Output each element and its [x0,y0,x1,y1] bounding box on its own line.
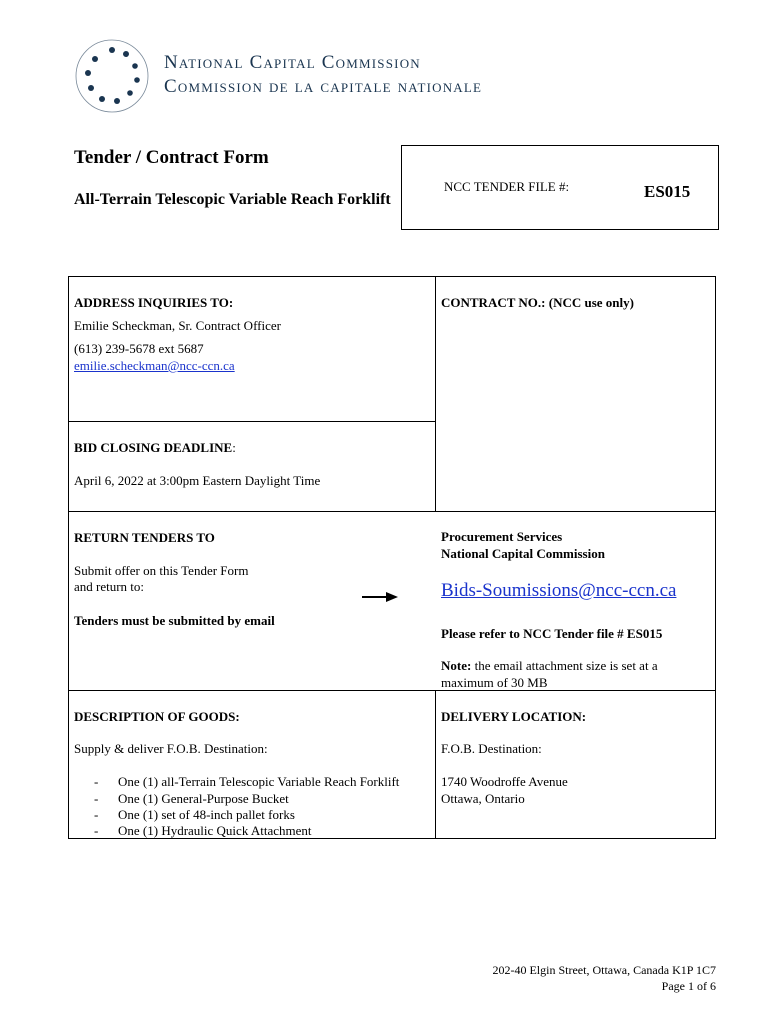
deadline-heading-text: BID CLOSING DEADLINE [74,440,233,455]
inquiries-email-link[interactable]: emilie.scheckman@ncc-ccn.ca [74,358,235,373]
goods-bullet: - [94,774,99,789]
return-email-note: Tenders must be submitted by email [74,613,275,628]
goods-bullet: - [94,807,99,822]
ncc-emblem-icon [72,36,152,116]
return-bottom-border [68,690,716,691]
contract-number-heading: CONTRACT NO.: (NCC use only) [441,295,634,310]
inquiries-phone: (613) 239-5678 ext 5687 [74,341,204,356]
note-text-1: the email attachment size is set at a [471,658,658,673]
goods-heading: DESCRIPTION OF GOODS: [74,709,240,724]
return-instruction-2: and return to: [74,579,145,594]
arrow-right-icon [362,591,398,603]
delivery-address-2: Ottawa, Ontario [441,791,525,806]
table-left-border [68,276,69,839]
table-divider-top [435,276,436,511]
goods-item: One (1) set of 48-inch pallet forks [118,807,295,822]
deadline-colon: : [232,440,236,455]
delivery-address-1: 1740 Woodroffe Avenue [441,774,568,789]
inquiries-contact: Emilie Scheckman, Sr. Contract Officer [74,318,281,333]
return-instruction-1: Submit offer on this Tender Form [74,563,249,578]
goods-supply: Supply & deliver F.O.B. Destination: [74,741,268,756]
organization-name-fr: Commission de la capitale nationale [164,76,483,97]
goods-bullet: - [94,823,99,838]
refer-tender-file: Please refer to NCC Tender file # ES015 [441,626,663,641]
tender-file-label: NCC TENDER FILE #: [444,179,570,194]
attachment-size-note [441,658,658,674]
goods-item: One (1) Hydraulic Quick Attachment [118,823,312,838]
deadline-value: April 6, 2022 at 3:00pm Eastern Daylight Time [74,473,321,488]
footer-page-number: Page 1 of 6 [661,979,716,993]
goods-item: One (1) all-Terrain Telescopic Variable Reach Forklift [118,774,400,789]
note-text-2: maximum of 30 MB [441,675,548,690]
delivery-terms: F.O.B. Destination: [441,741,542,756]
bids-email-link[interactable]: Bids-Soumissions@ncc-ccn.ca [441,580,677,601]
deadline-heading [74,440,236,456]
footer-address: 202-40 Elgin Street, Ottawa, Canada K1P 1C7 [492,963,716,977]
inquiries-bottom-border [68,421,436,422]
note-label: Note: [441,658,472,673]
table-divider-bottom [435,690,436,838]
inquiries-heading: ADDRESS INQUIRIES TO: [74,295,234,310]
form-subtitle: All-Terrain Telescopic Variable Reach Forklift [74,191,391,208]
form-title: Tender / Contract Form [74,147,269,168]
table-right-border [715,276,716,839]
tender-file-number: ES015 [644,182,691,201]
goods-bullet: - [94,791,99,806]
delivery-heading: DELIVERY LOCATION: [441,709,587,724]
recipient-line-1: Procurement Services [441,529,563,544]
recipient-line-2: National Capital Commission [441,546,605,561]
return-heading: RETURN TENDERS TO [74,530,215,545]
table-top-border [68,276,716,277]
deadline-bottom-border [68,511,716,512]
organization-name-en: National Capital Commission [164,52,421,73]
goods-item: One (1) General-Purpose Bucket [118,791,289,806]
